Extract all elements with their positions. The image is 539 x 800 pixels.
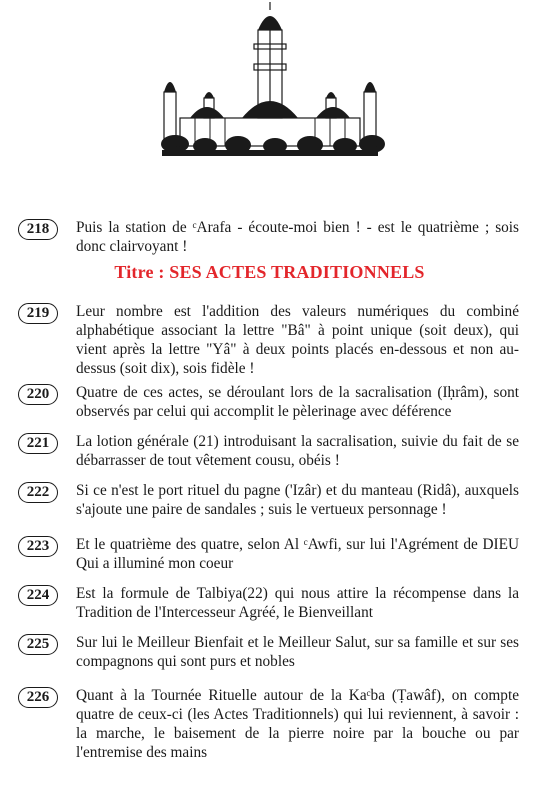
verse-text: Puis la station de ᶜArafa - écoute-moi bien ! - est le quatrième ; sois donc clairvoyant ! — [76, 219, 519, 255]
verse-number: 218 — [18, 219, 58, 240]
verse-text: Et le quatrième des quatre, selon Al ᶜAwfi, sur lui l'Agrément de DIEU Qui a illuminé mon coeur — [76, 536, 519, 572]
verse-text: Si ce n'est le port rituel du pagne ('Izâr) et du manteau (Ridâ), auxquels s'ajoute une paire de sandales ; suis le vertueux personnage ! — [76, 482, 519, 518]
verse-number: 221 — [18, 433, 58, 454]
verse-number: 222 — [18, 482, 58, 503]
verse-221 — [18, 432, 519, 470]
verse-number: 220 — [18, 384, 58, 405]
verse-number: 225 — [18, 634, 58, 655]
verse-text: Leur nombre est l'addition des valeurs numériques du combiné alphabétique associant la lettre "Bâ" à point unique (soit deux), qui vient après la lettre "Yâ" à deux points placés en-dessous et non au-dessus (soit dix), sois fidèle ! — [76, 303, 519, 377]
verse-224 — [18, 584, 519, 622]
verse-text: Est la formule de Talbiya(22) qui nous attire la récompense dans la Tradition de l'Intercesseur Agréé, le Bienveillant — [76, 585, 519, 621]
verse-222 — [18, 481, 519, 519]
verse-number: 226 — [18, 687, 58, 708]
verse-text: Sur lui le Meilleur Bienfait et le Meilleur Salut, sur sa famille et sur ses compagnons qui sont purs et nobles — [76, 634, 519, 670]
verse-220 — [18, 383, 519, 421]
section-heading: Titre : SES ACTES TRADITIONNELS — [114, 262, 425, 282]
verse-number: 223 — [18, 536, 58, 557]
verse-text: La lotion générale (21) introduisant la sacralisation, suivie du fait de se débarrasser de tout vêtement cousu, obéis ! — [76, 433, 519, 469]
verse-text: Quant à la Tournée Rituelle autour de la Kaᶜba (Ṭawâf), on compte quatre de ceux-ci (les Actes Traditionnels) qui lui reviennent, à savoir : la marche, le baisement de la pierre noire par la bouche ou par l'entremise des mains — [76, 687, 519, 761]
verse-225 — [18, 633, 519, 671]
verse-number: 224 — [18, 585, 58, 606]
verse-text: Quatre de ces actes, se déroulant lors de la sacralisation (Iḥrâm), sont observés par celui qui accomplit le pèlerinage avec déférence — [76, 384, 519, 420]
verse-226 — [18, 686, 519, 762]
mosque-illustration — [150, 0, 390, 170]
verse-219 — [18, 302, 519, 378]
verse-218 — [18, 218, 519, 256]
verse-number: 219 — [18, 303, 58, 324]
verse-223 — [18, 535, 519, 573]
